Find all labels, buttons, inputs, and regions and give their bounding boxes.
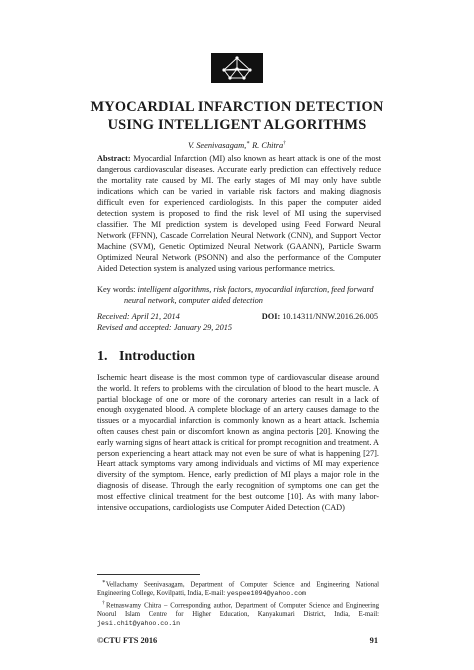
section-number: 1. [97,349,108,364]
keywords-label: Key words: [97,285,136,294]
accepted-date: Revised and accepted: January 29, 2015 [97,322,233,332]
footnote-1-email: yespee1094@yahoo.com [226,590,307,598]
footnote-1-text: Vellachamy Seenivasagam, Department of Computer Science and Engineering National Engineering College, Kovilpatti, India, E-mail: [97,581,379,598]
section-title: Introduction [119,349,195,364]
doi-value: 10.14311/NNW.2016.26.005 [280,312,378,321]
footnote-rule [97,574,200,575]
author-seenivasagam: V. Seenivasagam, [187,140,247,150]
abstract-label: Abstract: [97,154,131,163]
network-graph-logo-icon [211,53,263,83]
introduction-body: Ischemic heart disease is the most common type of cardiovascular disease around the world. It refers to problems with the circulation of blood to the heart muscle. A partial blockage of one or more of the coronary arteries can result in a lack of enough oxygenated blood. A complete blockage of an artery causes damage to the tissues or a myocardial infarction is commonly known as a heart attack. Ischemia often causes chest pain or discomfort known as angina pectoris [20]. Knowing the early warning signs of heart attack is critical for prompt recognition and treatment. A person experiencing a heart attack may not even be sure of what is happening [27]. Heart attack symptoms vary among individuals and victims of MI may experience diversity of the symptom. Hence, early prediction of MI plays a major role in the diagnosis of disease. Through the early recognition of symptoms one can get the most effective clinical treatment for the best outcome [10]. As with many labor-intensive occupations, cardiologists use Computer Aided Detection (CAD) [97,373,380,512]
page-number: 91 [369,636,378,645]
footnote-2 [97,599,379,629]
received-date: Received: April 21, 2014 [97,312,180,321]
keywords-line-1: intelligent algorithms, risk factors, myocardial infarction, feed forward [135,285,374,294]
footnote-2-text: Retnaswamy Chitra – Corresponding author, Department of Computer Science and Engineering Noorul Islam Centre for Higher Education, Kanyakumari District, India, E-mail: [97,602,379,619]
author-footnote-mark-1: ∗ [246,140,250,146]
paper-title-line-2: USING INTELLIGENT ALGORITHMS [107,117,367,133]
abstract [97,154,381,274]
author-list [0,140,474,150]
footnote-1 [97,578,379,599]
keywords [97,285,385,306]
footnote-1-mark: ∗ [102,579,106,585]
footnote-2-mark: † [102,600,107,607]
publication-dates [97,312,232,333]
doi [262,312,378,321]
keywords-line-2: neural network, computer aided detection [124,295,263,305]
footnote-2-email: jesi.chit@yahoo.co.in [97,620,181,628]
abstract-text: Myocardial Infarction (MI) also known as heart attack is one of the most dangerous cardiovascular diseases. Accurate early prediction can effectively reduce the mortality rate caused by MI. The early stages of MI may only have subtle indications which can be varied in variable risk factors and making diagnosis difficult even for experienced cardiologists. In this paper the computer aided detection system is proposed to find the risk level of MI using the supervised classifier. The MI prediction system is developed using Feed Forward Neural Network (FFNN), Cascade Correlation Neural Network (CNN), and Support Vector Machine (SVM), Genetic Optimized Neural Network (GAANN), Particle Swarm Optimized Neural Network (PSONN) and also the performance of the Computer Aided Detection system is analyzed using various performance metrics. [97,154,381,273]
section-heading [97,349,195,365]
copyright-footer: ©CTU FTS 2016 [97,636,158,645]
doi-label: DOI: [261,312,281,321]
author-footnote-mark-2: † [283,140,286,146]
footnotes [97,578,379,629]
paper-title-line-1: MYOCARDIAL INFARCTION DETECTION [90,99,384,115]
author-chitra: R. Chitra [249,140,284,150]
